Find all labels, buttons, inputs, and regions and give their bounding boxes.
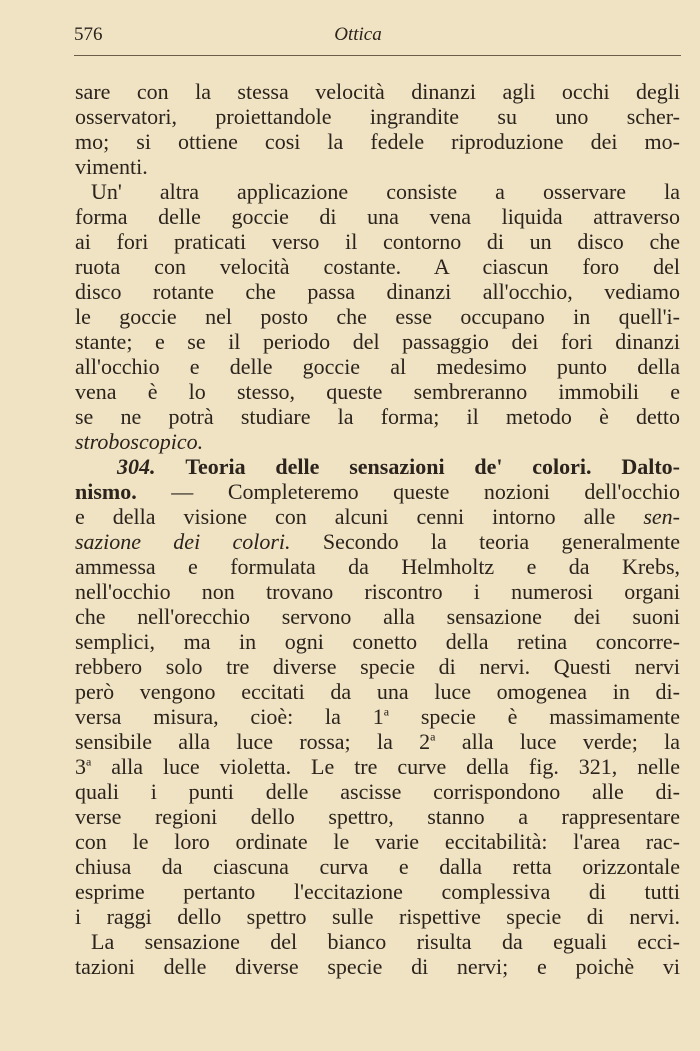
text-line	[75, 379, 680, 404]
text-line	[75, 279, 680, 304]
text-segment: La sensazione del bianco risulta da eguali ecci-	[91, 929, 680, 954]
text-segment: rebbero solo tre diverse specie di nervi. Questi nervi	[75, 654, 680, 679]
text-segment: disco rotante che passa dinanzi all'occhio, vediamo	[75, 279, 680, 304]
text-segment: vena è lo stesso, queste sembreranno immobili e	[75, 379, 680, 404]
text-segment: alla luce violetta. Le tre curve della fig. 321, nelle	[91, 754, 680, 779]
text-segment: ruota con velocità costante. A ciascun foro del	[75, 254, 680, 279]
text-segment: specie è massimamente	[389, 704, 680, 729]
text-segment: nell'occhio non trovano riscontro i numerosi organi	[75, 579, 680, 604]
text-segment: e della visione con alcuni cenni intorno alle	[75, 504, 644, 529]
text-line	[75, 904, 680, 929]
text-line	[75, 579, 680, 604]
text-line	[75, 254, 680, 279]
text-line	[75, 779, 680, 804]
text-segment: sazione dei colori.	[75, 529, 291, 554]
text-segment: stante; e se il periodo del passaggio dei fori dinanzi	[75, 329, 680, 354]
text-segment: vimenti.	[75, 154, 148, 179]
text-segment: i raggi dello spettro sulle rispettive specie di nervi.	[75, 904, 680, 929]
text-line	[75, 854, 680, 879]
text-segment: sensibile alla luce rossa; la 2	[75, 729, 431, 754]
page-number: 576	[74, 24, 103, 45]
text-line	[75, 954, 680, 979]
text-line	[75, 304, 680, 329]
text-segment: 3	[75, 754, 86, 779]
header-rule	[74, 55, 681, 56]
text-segment: che nell'orecchio servono alla sensazione dei suoni	[75, 604, 680, 629]
text-line	[75, 229, 680, 254]
text-segment: ammessa e formulata da Helmholtz e da Krebs,	[75, 554, 680, 579]
text-segment: osservatori, proiettandole ingrandite su uno scher-	[75, 104, 680, 129]
text-segment: nismo.	[75, 479, 137, 504]
text-segment: all'occhio e delle goccie al medesimo punto della	[75, 354, 680, 379]
text-segment: a	[430, 729, 436, 744]
text-line	[75, 804, 680, 829]
text-segment: esprime pertanto l'eccitazione complessiva di tutti	[75, 879, 680, 904]
text-segment: sen-	[643, 504, 680, 529]
text-segment: alla luce verde; la	[435, 729, 680, 754]
text-line	[75, 604, 680, 629]
text-segment: però vengono eccitati da una luce omogenea in di-	[75, 679, 680, 704]
text-segment: tazioni delle diverse specie di nervi; e poichè vi	[75, 954, 680, 979]
text-line	[75, 429, 680, 454]
text-segment: Secondo la teoria generalmente	[290, 529, 680, 554]
text-line	[75, 529, 680, 554]
text-line	[75, 354, 680, 379]
text-segment: a	[86, 754, 92, 769]
body-text	[75, 79, 680, 979]
text-line	[75, 554, 680, 579]
text-segment: sare con la stessa velocità dinanzi agli occhi degli	[75, 79, 680, 104]
text-line	[75, 654, 680, 679]
text-segment: mo; si ottiene cosi la fedele riproduzione dei mo-	[75, 129, 680, 154]
text-segment: 304.	[117, 454, 186, 479]
text-line	[75, 704, 680, 729]
text-line	[75, 129, 680, 154]
text-line	[75, 329, 680, 354]
text-segment: semplici, ma in ogni conetto della retina concorre-	[75, 629, 680, 654]
text-line	[75, 729, 680, 754]
text-line	[75, 404, 680, 429]
text-segment: verse regioni dello spettro, stanno a rappresentare	[75, 804, 680, 829]
text-segment: forma delle goccie di una vena liquida attraverso	[75, 204, 680, 229]
text-line	[75, 79, 680, 104]
text-line	[75, 204, 680, 229]
text-segment: le goccie nel posto che esse occupano in quell'i-	[75, 304, 680, 329]
text-line	[75, 104, 680, 129]
text-line	[75, 829, 680, 854]
text-line	[75, 629, 680, 654]
text-segment: — Completeremo queste nozioni dell'occhio	[136, 479, 680, 504]
text-segment: quali i punti delle ascisse corrispondono alle di-	[75, 779, 680, 804]
text-line	[75, 754, 680, 779]
text-segment: Un' altra applicazione consiste a osservare la	[91, 179, 680, 204]
text-segment: con le loro ordinate le varie eccitabilità: l'area rac-	[75, 829, 680, 854]
text-line	[75, 679, 680, 704]
text-segment: se ne potrà studiare la forma; il metodo è detto	[75, 404, 680, 429]
text-segment: stroboscopico.	[75, 429, 204, 454]
text-segment: Teoria delle sensazioni de' colori. Dalto-	[185, 454, 681, 479]
text-line	[75, 154, 680, 179]
text-line	[75, 454, 680, 479]
running-title: Ottica	[334, 24, 382, 45]
text-line	[75, 929, 680, 954]
text-line	[75, 179, 680, 204]
text-segment: chiusa da ciascuna curva e dalla retta orizzontale	[75, 854, 680, 879]
text-segment: versa misura, cioè: la 1	[75, 704, 384, 729]
text-line	[75, 504, 680, 529]
text-line	[75, 479, 680, 504]
text-line	[75, 879, 680, 904]
text-segment: ai fori praticati verso il contorno di un disco che	[75, 229, 680, 254]
text-segment: a	[383, 704, 390, 719]
